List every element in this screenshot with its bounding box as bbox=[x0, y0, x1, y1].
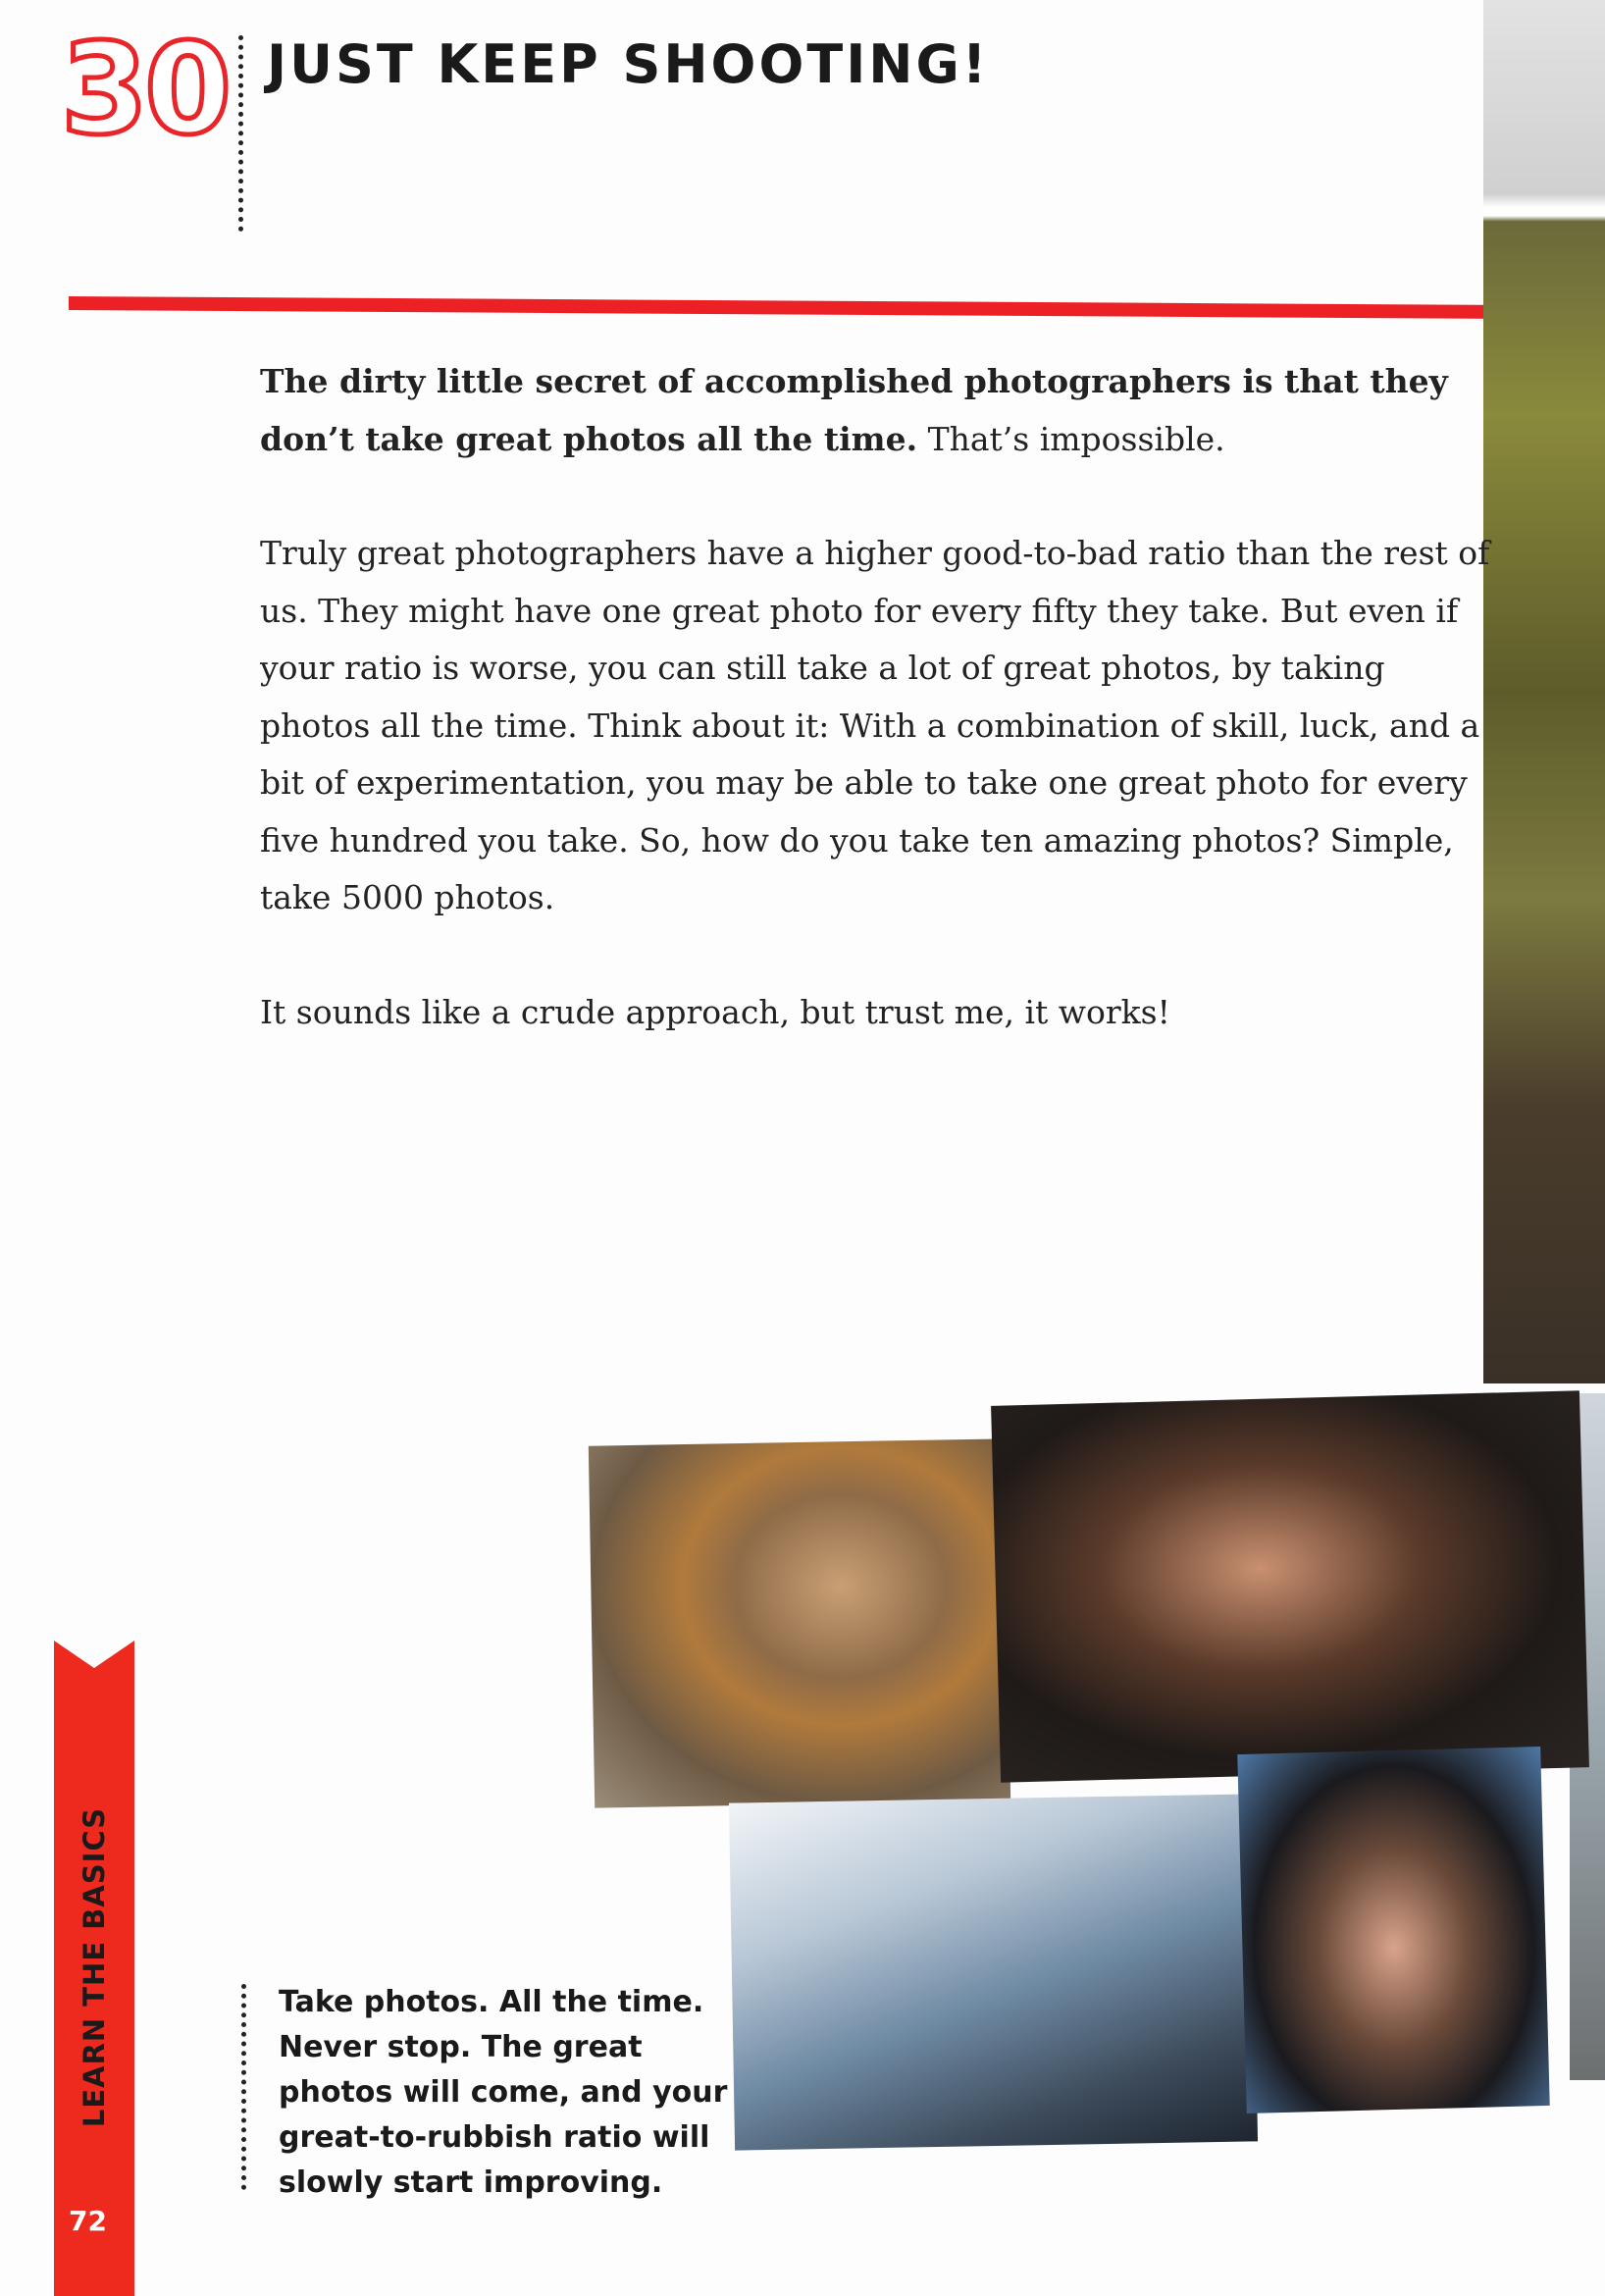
photo-man-by-building bbox=[729, 1794, 1258, 2150]
body-text bbox=[260, 353, 1496, 1098]
photo-woman-with-camera bbox=[991, 1390, 1589, 1783]
photo-caption: Take photos. All the time. Never stop. The great photos will come, and your great-to-rubbish ratio will slowly start improving. bbox=[279, 1985, 728, 2200]
photo-monk-with-camera bbox=[589, 1438, 1010, 1807]
facing-page-photo-edge bbox=[1483, 0, 1605, 1383]
intro-paragraph bbox=[260, 353, 1496, 468]
photo-person-with-camera bbox=[1237, 1747, 1549, 2113]
title-dotted-divider bbox=[238, 35, 243, 232]
red-rule bbox=[69, 296, 1501, 319]
chapter-number: 30 bbox=[61, 17, 229, 163]
intro-bold: The dirty little secret of accomplished photographers is that they don’t take great photos all the time. bbox=[260, 362, 1448, 458]
caption-dotted-divider bbox=[241, 1984, 246, 2190]
paragraph-2: Truly great photographers have a higher good-to-bad ratio than the rest of us. They might have one great photo for every fifty they take. But even if your ratio is worse, you can still take a lot of great photos, by taking photos all the time. Think about it: With a combination of skill, luck, and a bit of experimentation, you may be able to take one great photo for every five hundred you take. So, how do you take ten amazing photos? Simple, take 5000 photos. bbox=[260, 534, 1490, 916]
section-label: LEARN THE BASICS bbox=[78, 1806, 111, 2128]
paragraph-3: It sounds like a crude approach, but trust me, it works! bbox=[260, 992, 1170, 1031]
page-title: JUST KEEP SHOOTING! bbox=[267, 33, 990, 95]
page-number: 72 bbox=[69, 2205, 107, 2237]
intro-rest: That’s impossible. bbox=[917, 419, 1225, 458]
